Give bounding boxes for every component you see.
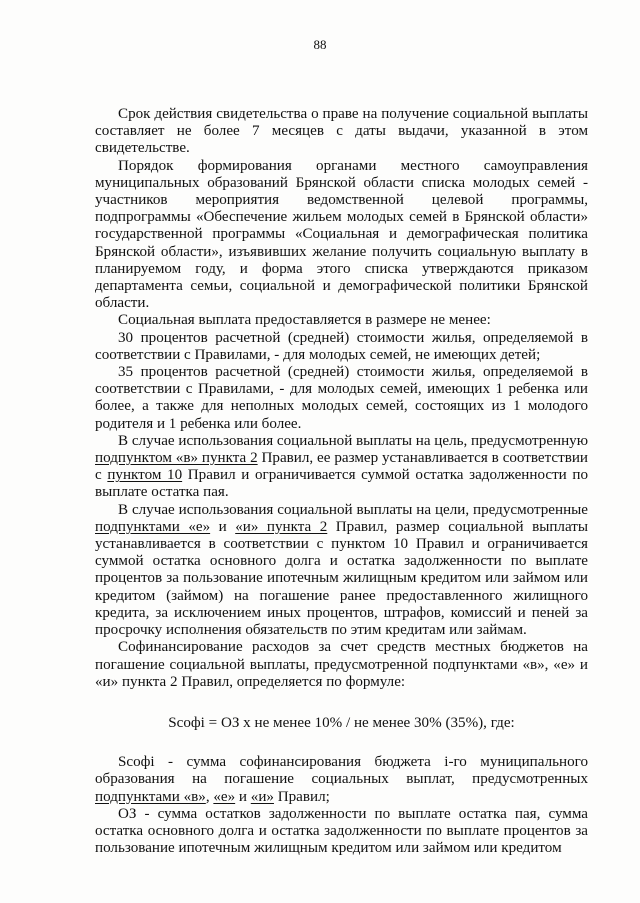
page-number: 88 — [313, 37, 327, 52]
paragraph-certificate-validity: Срок действия свидетельства о праве на получение социальной выплаты составляет не более 7 месяцев с даты выдачи, указанной в этом свидетельстве. — [95, 106, 588, 157]
cofinancing-formula: Scoфi = ОЗ x не менее 10% / не менее 30% (35%), где: — [168, 714, 515, 731]
text-segment: и — [235, 788, 251, 805]
text-segment: В случае использования социальной выплаты на цель, предусмотренную — [118, 432, 588, 449]
text-segment: Правил, размер социальной выплаты устанавливается в соответствии с пунктом 10 Правил и ограничивается суммой остатка основного долга и остатка задолженности по выплате процентов за пользование ипотечным жилищным кредитом или займом или кредитом (займом) на погашение ранее предоставленного жилищного кредита, за исключением иных процентов, штрафов, комиссий и пеней за просрочку исполнения обязательств по этим кредитам или займам. — [95, 518, 588, 639]
link-subpoints-e[interactable]: подпунктами «е» — [95, 518, 211, 535]
text-segment: и — [210, 518, 236, 535]
text-segment: В случае использования социальной выплаты на цели, предусмотренные — [118, 501, 588, 518]
document-body — [95, 106, 588, 857]
paragraph-loan-repayment — [95, 502, 588, 640]
paragraph-oz-definition: ОЗ - сумма остатков задолженности по выплате остатка пая, сумма остатка основного долга и остатка задолженности по выплате процентов за пользование ипотечным жилищным кредитом или займом или кредитом — [95, 805, 588, 857]
paragraph-payment-size: Социальная выплата предоставляется в размере не менее: — [118, 312, 491, 329]
text-segment: Scoфi - сумма софинансирования бюджета i-го муниципального образования на погашение социальных выплат, предусмотренных — [95, 754, 588, 788]
paragraph-30-percent: 30 процентов расчетной (средней) стоимости жилья, определяемой в соответствии с Правилами, - для молодых семей, не имеющих детей; — [95, 329, 588, 363]
link-subpoint-i[interactable]: «и» — [250, 788, 274, 805]
link-subpoint-v[interactable]: подпунктом «в» пункта 2 — [95, 450, 258, 467]
link-subpoints-v[interactable]: подпунктами «в» — [95, 788, 206, 805]
text-segment: Правил и ограничивается суммой остатка задолженности по выплате остатка пая. — [95, 467, 588, 501]
paragraph-list-formation: Порядок формирования органами местного самоуправления муниципальных образований Брянской области списка молодых семей - участников мероприятия ведомственной целевой программы, подпрограммы «Обеспечение жильем молодых семей в Брянской области» государственной программы «Социальная и демографическая политика Брянской области», изъявивших желание получить социальную выплату в планируемом году, и форма этого списка утверждаются приказом департамента семьи, социальной и демографической политики Брянской области. — [95, 157, 588, 312]
text-segment: Правил; — [273, 788, 330, 805]
paragraph-share-repayment — [95, 433, 588, 502]
link-point-10[interactable]: пунктом 10 — [107, 467, 183, 484]
paragraph-cofinancing: Софинансирование расходов за счет средств местных бюджетов на погашение социальной выплаты, предусмотренной подпунктами «в», «е» и «и» пункта 2 Правил, определяется по формуле: — [95, 639, 588, 690]
paragraph-35-percent: 35 процентов расчетной (средней) стоимости жилья, определяемой в соответствии с Правилами, - для молодых семей, имеющих 1 ребенка или более, а также для неполных молодых семей, состоящих из 1 молодого родителя и 1 ребенка или более. — [95, 364, 588, 432]
text-segment: , — [205, 788, 214, 805]
link-subpoint-e[interactable]: «е» — [213, 788, 236, 805]
link-subpoint-i-point-2[interactable]: «и» пункта 2 — [235, 518, 328, 535]
paragraph-scofi-definition — [95, 754, 588, 806]
text-segment: Правил, ее размер устанавливается в соответствии с — [95, 450, 588, 484]
